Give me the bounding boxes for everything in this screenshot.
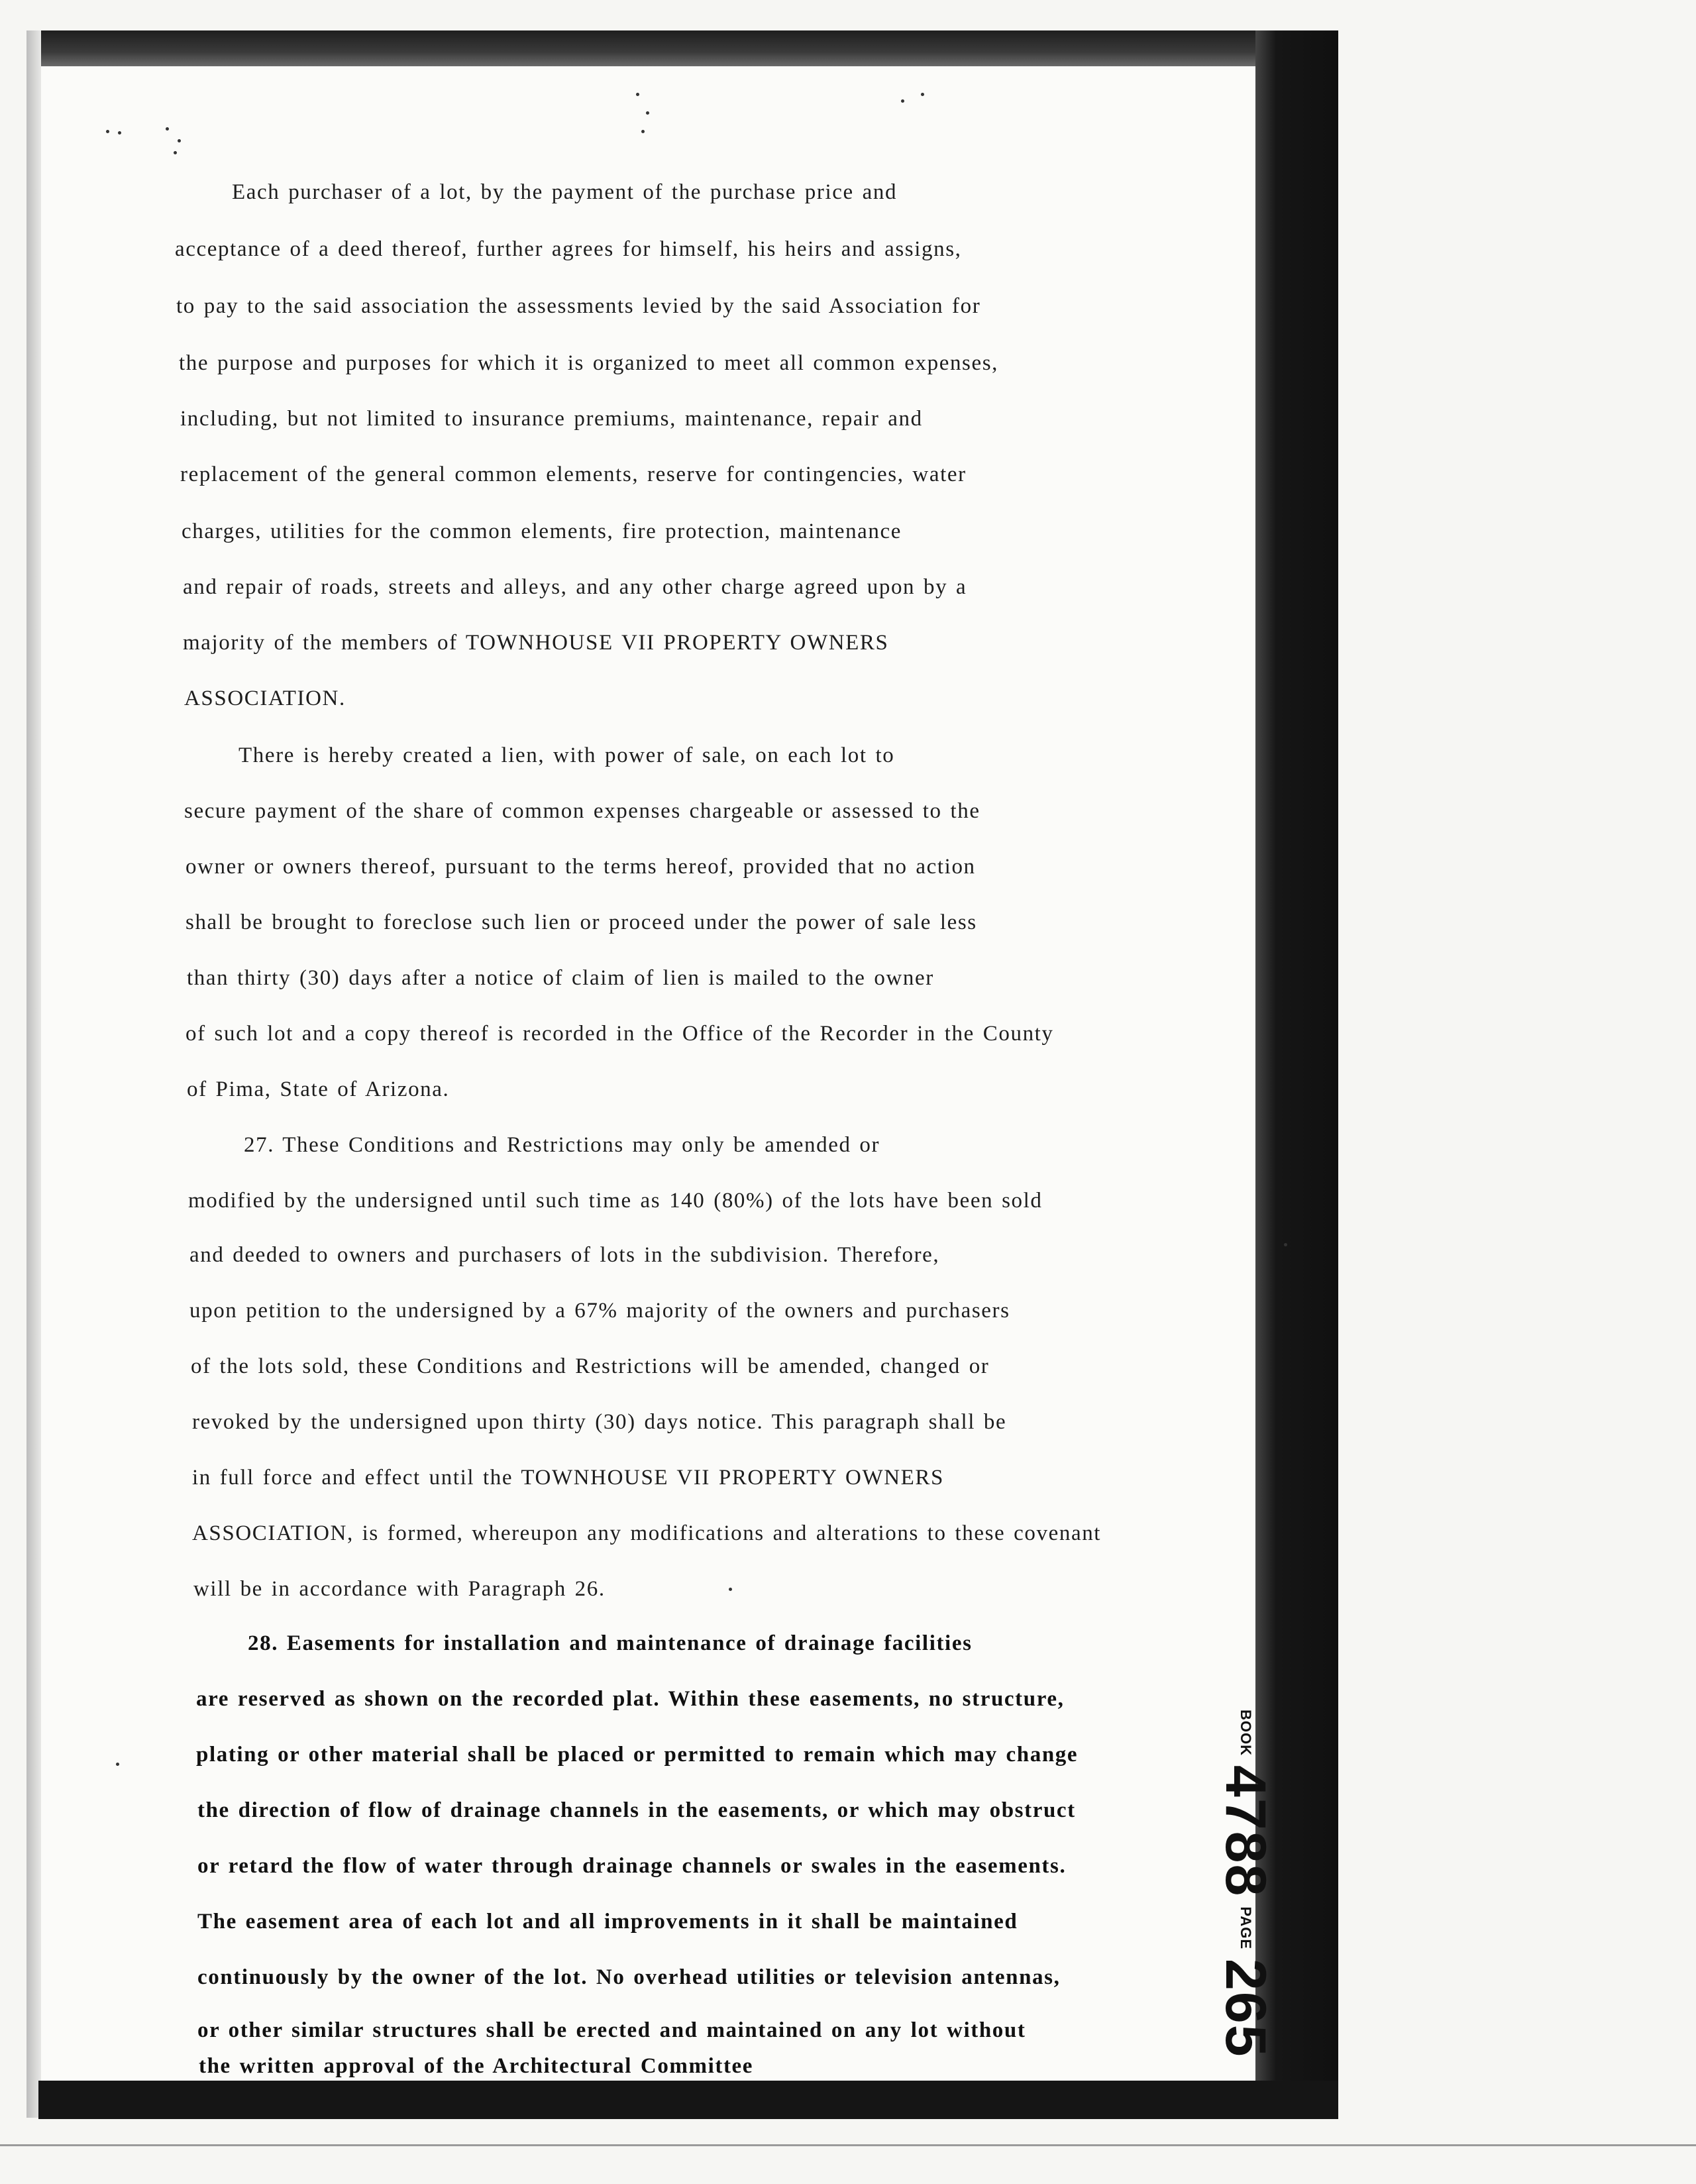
text-line: secure payment of the share of common expenses chargeable or assessed to the	[184, 799, 980, 823]
stamp-page-label: PAGE	[1238, 1906, 1254, 1950]
scan-speck	[646, 111, 649, 115]
scan-speck	[106, 130, 109, 133]
scan-speck	[901, 99, 904, 103]
scan-border-bottom	[38, 2081, 1338, 2119]
text-line: There is hereby created a lien, with power of sale, on each lot to	[238, 743, 895, 767]
text-line: shall be brought to foreclose such lien or proceed under the power of sale less	[186, 910, 977, 934]
stamp-book-number: 4788	[1214, 1765, 1278, 1898]
text-line: 27. These Conditions and Restrictions may only be amended or	[244, 1133, 880, 1157]
text-line: or other similar structures shall be erected and maintained on any lot without	[197, 2018, 1026, 2042]
text-line: replacement of the general common elements, reserve for contingencies, water	[180, 463, 967, 486]
scan-speck	[118, 131, 121, 135]
text-line: upon petition to the undersigned by a 67% majority of the owners and purchasers	[189, 1299, 1010, 1323]
text-line: 28. Easements for installation and maintenance of drainage facilities	[248, 1631, 973, 1655]
text-line: plating or other material shall be placed or permitted to remain which may change	[196, 1743, 1079, 1767]
text-line: ASSOCIATION, is formed, whereupon any modifications and alterations to these covenant	[192, 1521, 1102, 1545]
text-line: in full force and effect until the TOWNHOUSE VII PROPERTY OWNERS	[192, 1466, 944, 1490]
text-line: modified by the undersigned until such time as 140 (80%) of the lots have been sold	[188, 1189, 1043, 1213]
text-line: or retard the flow of water through drainage channels or swales in the easements.	[197, 1854, 1067, 1878]
scan-speck	[729, 1588, 732, 1591]
text-line: the purpose and purposes for which it is organized to meet all common expenses,	[179, 351, 999, 375]
text-line: the direction of flow of drainage channels in the easements, or which may obstruct	[197, 1798, 1076, 1822]
text-line: and deeded to owners and purchasers of lots in the subdivision. Therefore,	[189, 1243, 940, 1267]
text-line: the written approval of the Architectural Committee	[199, 2054, 754, 2078]
text-line: of Pima, State of Arizona.	[187, 1077, 450, 1101]
text-line: charges, utilities for the common elements, fire protection, maintenance	[182, 519, 902, 543]
scan-speck	[641, 130, 645, 133]
text-line: owner or owners thereof, pursuant to the terms hereof, provided that no action	[186, 855, 976, 879]
stamp-page-number: 265	[1214, 1959, 1278, 2058]
text-line: ASSOCIATION.	[184, 686, 346, 710]
scan-border-left	[26, 30, 41, 2118]
text-line: revoked by the undersigned upon thirty (30) days notice. This paragraph shall be	[192, 1410, 1007, 1434]
text-line: majority of the members of TOWNHOUSE VII PROPERTY OWNERS	[183, 631, 889, 655]
text-line: than thirty (30) days after a notice of claim of lien is mailed to the owner	[187, 966, 934, 990]
text-line: of such lot and a copy thereof is recorded in the Office of the Recorder in the County	[186, 1022, 1054, 1046]
text-line: The easement area of each lot and all improvements in it shall be maintained	[197, 1910, 1018, 1934]
scan-border-top	[26, 30, 1338, 66]
scan-speck	[921, 93, 924, 96]
scan-speck	[174, 151, 177, 154]
text-line: are reserved as shown on the recorded plat. Within these easements, no structure,	[196, 1687, 1065, 1711]
scan-speck	[166, 127, 169, 131]
text-line: Each purchaser of a lot, by the payment of the purchase price and	[232, 180, 898, 204]
text-line: and repair of roads, streets and alleys, and any other charge agreed upon by a	[183, 575, 967, 599]
text-line: acceptance of a deed thereof, further agrees for himself, his heirs and assigns,	[175, 237, 962, 261]
scan-speck	[116, 1763, 119, 1766]
scan-speck	[1284, 1243, 1287, 1246]
text-line: to pay to the said association the assessments levied by the said Association for	[176, 294, 981, 318]
text-line: continuously by the owner of the lot. No overhead utilities or television antennas,	[197, 1965, 1061, 1989]
text-line: including, but not limited to insurance premiums, maintenance, repair and	[180, 407, 923, 431]
stamp-book-label: BOOK	[1238, 1710, 1254, 1756]
text-line: will be in accordance with Paragraph 26.	[193, 1577, 606, 1601]
scan-bottom-rule	[0, 2144, 1696, 2146]
scan-speck	[178, 139, 181, 142]
text-line: of the lots sold, these Conditions and Restrictions will be amended, changed or	[191, 1354, 990, 1378]
scan-speck	[636, 93, 639, 96]
recorder-stamp	[1206, 1710, 1285, 2058]
